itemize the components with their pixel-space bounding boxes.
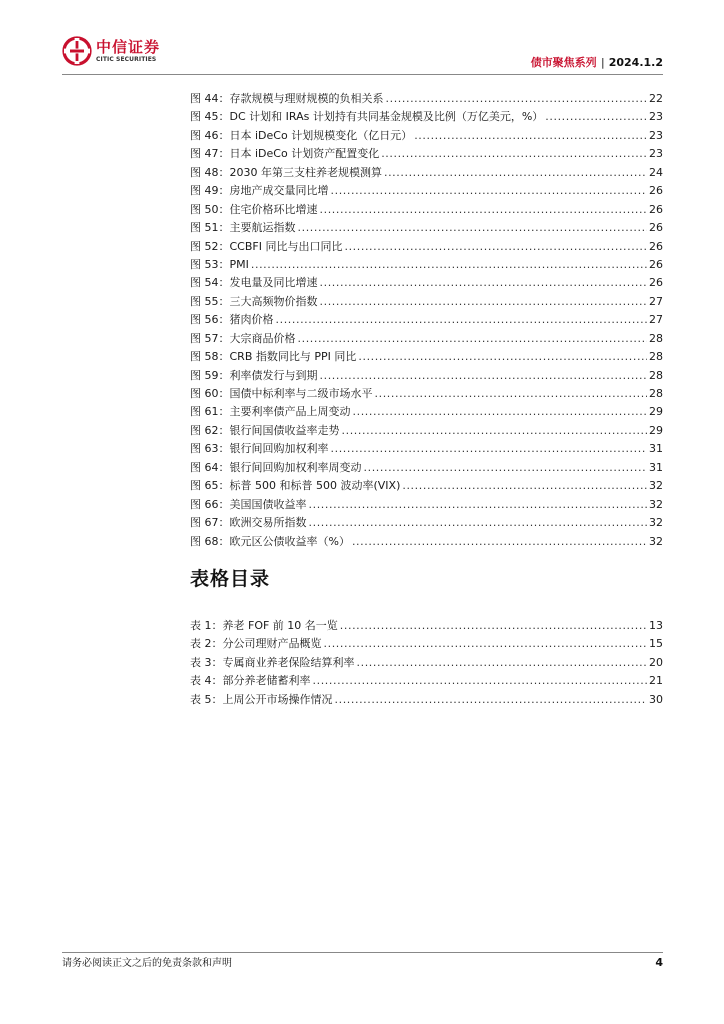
figure-entry-page: 27 [649, 294, 663, 308]
figure-entry-page: 32 [649, 534, 663, 548]
figure-entry[interactable] [190, 367, 663, 385]
figure-entry[interactable] [190, 348, 663, 366]
figure-entry-label: 图 68：欧元区公债收益率（%） [190, 534, 350, 548]
figure-entry-page: 26 [649, 202, 663, 216]
figure-entry[interactable] [190, 385, 663, 403]
dot-leader [298, 219, 648, 237]
figure-entry-label: 图 51：主要航运指数 [190, 221, 296, 235]
figure-entry[interactable] [190, 477, 663, 495]
figure-entry[interactable] [190, 311, 663, 329]
figure-entry-label: 图 57：大宗商品价格 [190, 331, 296, 345]
figure-entry-page: 26 [649, 276, 663, 290]
figure-entry-label: 图 67：欧洲交易所指数 [190, 516, 307, 530]
footer-divider [62, 952, 663, 953]
figure-entry-page: 28 [649, 368, 663, 382]
dot-leader [331, 440, 648, 458]
logo-english-name: CITIC SECURITIES [96, 55, 157, 63]
figure-entry-label: 图 65：标普 500 和标普 500 波动率(VIX) [190, 479, 401, 493]
figure-entry[interactable] [190, 274, 663, 292]
table-entry-label: 表 1：养老 FOF 前 10 名一览 [190, 619, 338, 632]
series-name: 债市聚焦系列 [530, 56, 597, 69]
figure-entry-page: 31 [649, 460, 663, 474]
figure-entry-label: 图 45：DC 计划和 IRAs 计划持有共同基金规模及比例（万亿美元，%） [190, 110, 544, 124]
figure-entry-page: 22 [649, 92, 663, 105]
dot-leader [340, 617, 647, 635]
figure-entry-label: 图 54：发电量及同比增速 [190, 276, 318, 290]
dot-leader [344, 238, 647, 256]
figure-entry[interactable] [190, 440, 663, 458]
figure-entry[interactable] [190, 145, 663, 163]
figure-entry-page: 29 [649, 405, 663, 419]
figure-entry-label: 图 62：银行间国债收益率走势 [190, 423, 340, 437]
table-entry-page: 15 [649, 637, 663, 651]
figure-entry-page: 28 [649, 331, 663, 345]
figure-entry[interactable] [190, 293, 663, 311]
logo-chinese-name: 中信证券 [96, 37, 161, 56]
figure-entry-page: 23 [649, 147, 663, 161]
figure-entry-page: 26 [649, 257, 663, 271]
figure-entry-label: 图 49：房地产成交量同比增 [190, 184, 329, 198]
table-entry[interactable] [190, 672, 663, 690]
dot-leader [545, 108, 647, 126]
figure-entry-page: 29 [649, 423, 663, 437]
figure-entry-page: 23 [649, 110, 663, 124]
figure-entry[interactable] [190, 201, 663, 219]
dot-leader [276, 311, 648, 329]
figure-entry-label: 图 66：美国国债收益率 [190, 497, 307, 511]
figure-entry-page: 24 [649, 165, 663, 179]
dot-leader [375, 385, 648, 403]
tables-toc-title: 表格目录 [190, 568, 271, 590]
figure-entry-label: 图 60：国债中标利率与二级市场水平 [190, 387, 373, 400]
figure-entry-label: 图 61：主要利率债产品上周变动 [190, 405, 351, 419]
tables-toc [190, 617, 663, 709]
table-entry[interactable] [190, 654, 663, 672]
figure-entry-label: 图 55：三大高频物价指数 [190, 294, 318, 308]
figure-entry[interactable] [190, 459, 663, 477]
figure-entry[interactable] [190, 127, 663, 145]
figures-toc [190, 90, 663, 551]
dot-leader [309, 514, 648, 532]
page-number: 4 [655, 956, 663, 969]
figure-entry-page: 32 [649, 479, 663, 493]
table-entry-page: 30 [649, 692, 663, 706]
dot-leader [324, 635, 648, 653]
dot-leader [320, 274, 648, 292]
figure-entry-page: 32 [649, 516, 663, 530]
table-entry-label: 表 4：部分养老储蓄利率 [190, 674, 311, 688]
figure-entry-page: 27 [649, 313, 663, 327]
figure-entry[interactable] [190, 533, 663, 551]
figure-entry-page: 26 [649, 239, 663, 253]
table-entry-page: 13 [649, 619, 663, 632]
dot-leader [309, 496, 648, 514]
footer-disclaimer: 请务必阅读正文之后的免责条款和声明 [62, 958, 232, 969]
dot-leader [335, 691, 648, 709]
dot-leader [357, 654, 648, 672]
figure-entry-label: 图 48：2030 年第三支柱养老规模测算 [190, 165, 382, 179]
figure-entry-page: 23 [649, 128, 663, 142]
dot-leader [298, 330, 648, 348]
dot-leader [320, 201, 648, 219]
figure-entry-label: 图 46：日本 iDeCo 计划规模变化（亿日元） [190, 128, 413, 142]
dot-leader [342, 422, 648, 440]
table-entry-page: 21 [649, 674, 663, 688]
figure-entry-page: 28 [649, 387, 663, 400]
dot-leader [381, 145, 647, 163]
figure-entry-page: 31 [649, 442, 663, 456]
figure-entry[interactable] [190, 182, 663, 200]
figure-entry-label: 图 64：银行间回购加权利率周变动 [190, 460, 362, 474]
figure-entry-label: 图 44：存款规模与理财规模的负相关系 [190, 92, 384, 105]
figure-entry[interactable] [190, 403, 663, 421]
dot-leader [384, 164, 647, 182]
figure-entry[interactable] [190, 108, 663, 126]
dot-leader [251, 256, 647, 274]
dot-leader [386, 90, 648, 108]
figure-entry[interactable] [190, 514, 663, 532]
page-header [0, 0, 724, 76]
figure-entry[interactable] [190, 422, 663, 440]
figure-entry-label: 图 50：住宅价格环比增速 [190, 202, 318, 216]
table-entry[interactable] [190, 635, 663, 653]
table-entry-label: 表 2：分公司理财产品概览 [190, 637, 322, 651]
citic-logo-icon [62, 36, 92, 66]
report-series [531, 56, 663, 70]
table-entry[interactable] [190, 617, 663, 635]
figure-entry-page: 26 [649, 221, 663, 235]
citic-logo [62, 36, 160, 66]
figure-entry[interactable] [190, 496, 663, 514]
dot-leader [353, 403, 648, 421]
dot-leader [364, 459, 648, 477]
figure-entry[interactable] [190, 219, 663, 237]
figure-entry-label: 图 47：日本 iDeCo 计划资产配置变化 [190, 147, 380, 161]
table-entry-label: 表 3：专属商业养老保险结算利率 [190, 655, 355, 669]
table-entry-label: 表 5：上周公开市场操作情况 [190, 692, 333, 706]
dot-leader [402, 477, 647, 495]
table-entry-page: 20 [649, 655, 663, 669]
figure-entry-page: 32 [649, 497, 663, 511]
figure-entry[interactable] [190, 90, 663, 108]
figure-entry-label: 图 53：PMI [190, 257, 249, 271]
figure-entry-label: 图 63：银行间回购加权利率 [190, 442, 329, 456]
series-separator: | [600, 56, 605, 69]
figure-entry-page: 26 [649, 184, 663, 198]
dot-leader [358, 348, 647, 366]
figure-entry[interactable] [190, 164, 663, 182]
header-divider [62, 74, 663, 75]
figure-entry-label: 图 52：CCBFI 同比与出口同比 [190, 239, 343, 253]
table-entry[interactable] [190, 691, 663, 709]
dot-leader [414, 127, 647, 145]
dot-leader [313, 672, 648, 690]
report-date: 2024.1.2 [608, 56, 663, 69]
dot-leader [331, 182, 648, 200]
figure-entry-label: 图 58：CRB 指数同比与 PPI 同比 [190, 350, 357, 364]
figure-entry[interactable] [190, 238, 663, 256]
figure-entry-label: 图 59：利率债发行与到期 [190, 368, 318, 382]
figure-entry[interactable] [190, 330, 663, 348]
dot-leader [320, 293, 648, 311]
figure-entry-page: 28 [649, 350, 663, 364]
dot-leader [320, 367, 648, 385]
figure-entry-label: 图 56：猪肉价格 [190, 313, 274, 327]
dot-leader [352, 533, 647, 551]
figure-entry[interactable] [190, 256, 663, 274]
